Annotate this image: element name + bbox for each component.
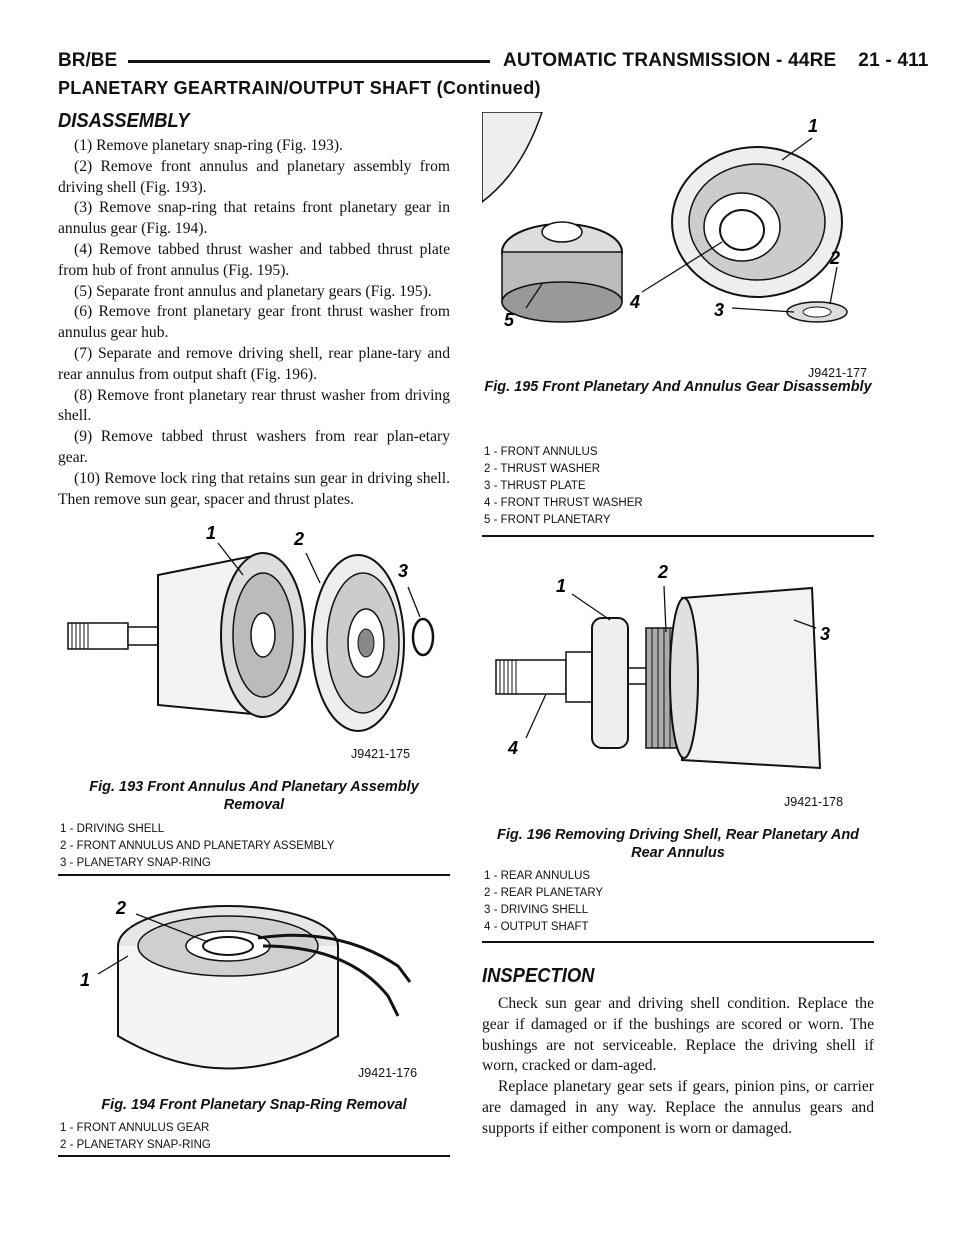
- fig193-legend-item: 1 - DRIVING SHELL: [60, 823, 165, 835]
- fig193-legend-item: 2 - FRONT ANNULUS AND PLANETARY ASSEMBLY: [60, 840, 335, 852]
- fig196-callout-1: 1: [556, 576, 567, 596]
- fig193-code: J9421-175: [351, 747, 411, 761]
- step-10: (10) Remove lock ring that retains sun gear in driving shell. Then remove sun gear, spacer and thrust plates.: [58, 469, 450, 508]
- fig194-callout-1: 1: [80, 970, 91, 990]
- fig196-bottom-rule: [482, 941, 874, 943]
- fig195-callout-3: 3: [714, 300, 725, 320]
- fig195-illustration: [482, 112, 874, 382]
- step-7: (7) Separate and remove driving shell, rear plane-tary and rear annulus from output shaft (Fig. 196).: [58, 344, 450, 383]
- fig195-callout-1: 1: [808, 116, 819, 136]
- fig195-callout-2: 2: [830, 248, 841, 268]
- fig196-illustration: [482, 548, 874, 818]
- step-6: (6) Remove front planetary gear front thrust washer from annulus gear hub.: [58, 303, 450, 342]
- inspection-paragraph: Replace planetary gear sets if gears, pinion pins, or carrier are damaged in any way. Replace the annulus gears and supports if either component is worn or damaged.: [482, 1078, 874, 1137]
- fig196-legend-item: 3 - DRIVING SHELL: [484, 904, 589, 916]
- fig193-bottom-rule: [58, 874, 450, 876]
- fig195-caption: Fig. 195 Front Planetary And Annulus Gear Disassembly: [484, 379, 872, 395]
- fig195-legend-item: 3 - THRUST PLATE: [484, 480, 586, 492]
- fig195-legend-item: 4 - FRONT THRUST WASHER: [484, 497, 643, 509]
- step-2: (2) Remove front annulus and planetary assembly from driving shell (Fig. 193).: [58, 157, 450, 196]
- fig194-illustration: [58, 886, 450, 1096]
- figure-193: [58, 515, 450, 877]
- fig196-caption: Fig. 196 Removing Driving Shell, Rear Planetary And Rear Annulus: [496, 827, 860, 861]
- fig196-callout-3: 3: [820, 624, 831, 644]
- fig193-legend: [60, 821, 334, 872]
- step-9: (9) Remove tabbed thrust washers from rear plan-etary gear.: [58, 428, 450, 466]
- fig194-bottom-rule: [58, 1155, 450, 1157]
- fig196-callout-2: 2: [658, 562, 669, 582]
- inspection-title: INSPECTION: [482, 965, 595, 987]
- step-5: (5) Separate front annulus and planetary gears (Fig. 195).: [74, 282, 432, 300]
- fig195-legend-item: 1 - FRONT ANNULUS: [484, 446, 598, 458]
- figure-194: [58, 886, 450, 1162]
- fig193-callout-2: 2: [294, 529, 305, 549]
- fig193-caption: Fig. 193 Front Annulus And Planetary Assembly Removal: [89, 779, 419, 813]
- header-rule: [128, 60, 490, 63]
- disassembly-title: DISASSEMBLY: [58, 110, 190, 132]
- fig194-legend-item: 1 - FRONT ANNULUS GEAR: [60, 1122, 210, 1134]
- step-4: (4) Remove tabbed thrust washer and tabbed thrust plate from hub of front annulus (Fig. 195).: [58, 240, 450, 279]
- figure-196: [482, 548, 874, 943]
- fig194-callout-2: 2: [116, 898, 127, 918]
- fig194-caption: Fig. 194 Front Planetary Snap-Ring Removal: [101, 1097, 407, 1113]
- fig195-legend: [484, 444, 643, 529]
- fig194-legend: [60, 1120, 211, 1154]
- fig196-legend-item: 4 - OUTPUT SHAFT: [484, 921, 589, 933]
- disassembly-steps: [58, 136, 450, 510]
- header-manual-code: BR/BE: [58, 50, 118, 71]
- step-3: (3) Remove snap-ring that retains front planetary gear in annulus gear (Fig. 194).: [58, 199, 450, 238]
- fig193-callout-3: 3: [398, 561, 409, 581]
- fig194-code: J9421-176: [358, 1066, 418, 1080]
- fig193-illustration: [58, 515, 450, 775]
- fig195-code: J9421-177: [808, 366, 868, 380]
- figure-195: [482, 112, 874, 532]
- header-section-page: AUTOMATIC TRANSMISSION - 44RE 21 - 411: [503, 50, 929, 71]
- fig193-legend-item: 3 - PLANETARY SNAP-RING: [60, 857, 211, 869]
- fig196-callout-4: 4: [508, 738, 519, 758]
- fig194-legend-item: 2 - PLANETARY SNAP-RING: [60, 1139, 211, 1151]
- step-8: (8) Remove front planetary rear thrust washer from driving shell.: [58, 386, 450, 425]
- fig195-callout-4: 4: [630, 292, 641, 312]
- fig196-legend-item: 1 - REAR ANNULUS: [484, 870, 591, 882]
- inspection-paragraph: Check sun gear and driving shell condition. Replace the gear if damaged or if the bushings are scored or worn. The bushings are not serviceable. Replace the driving shell if worn, cracked or dam-aged.: [482, 995, 874, 1075]
- fig196-code: J9421-178: [784, 795, 844, 809]
- fig193-callout-1: 1: [206, 523, 217, 543]
- fig195-bottom-rule: [482, 535, 874, 537]
- fig195-legend-item: 5 - FRONT PLANETARY: [484, 514, 611, 526]
- fig195-callout-5: 5: [504, 310, 515, 330]
- fig196-legend-item: 2 - REAR PLANETARY: [484, 887, 604, 899]
- fig196-legend: [484, 868, 603, 936]
- step-1: (1) Remove planetary snap-ring (Fig. 193).: [74, 137, 343, 154]
- inspection-text: [482, 994, 874, 1140]
- fig195-legend-item: 2 - THRUST WASHER: [484, 463, 601, 475]
- page-subheader: PLANETARY GEARTRAIN/OUTPUT SHAFT (Continued): [58, 78, 541, 98]
